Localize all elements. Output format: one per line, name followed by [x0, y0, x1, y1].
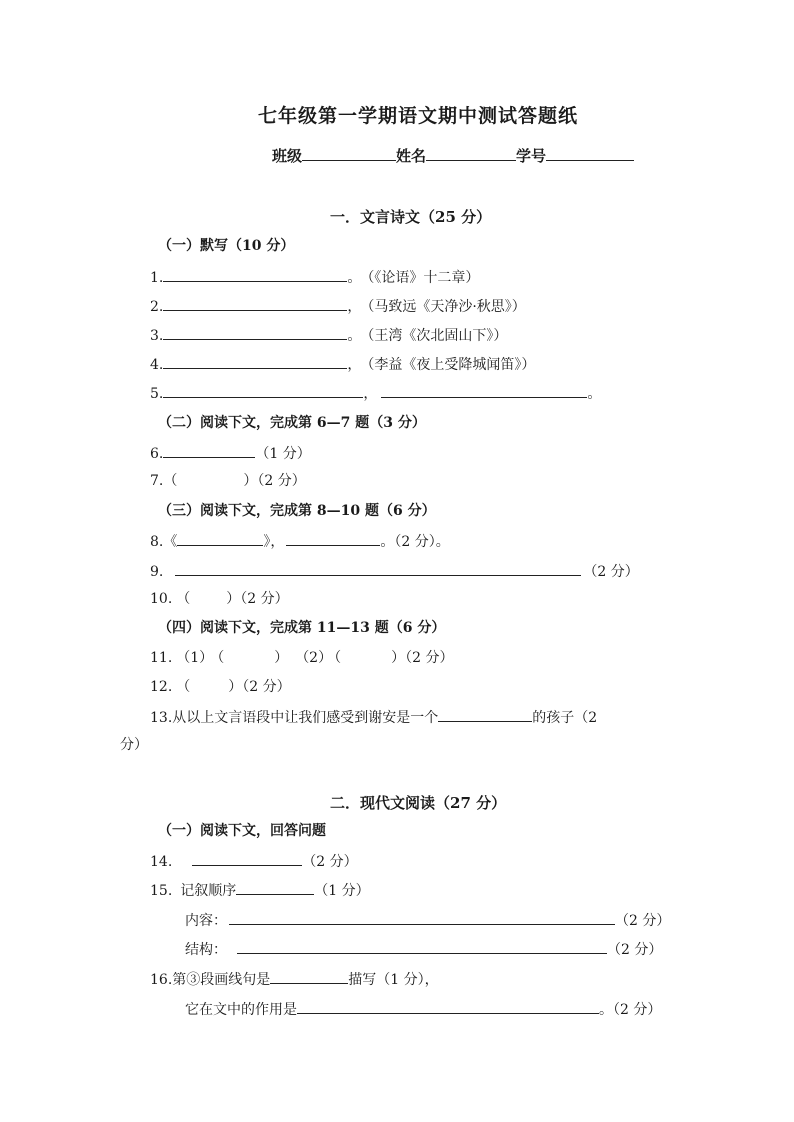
- q7-score: （2 分）: [257, 473, 306, 489]
- q5-blank-1[interactable]: [163, 382, 363, 398]
- part4-heading: （四）阅读下文，完成第 11—13 题（6 分）: [158, 620, 446, 636]
- q12-num: 12.: [150, 679, 173, 695]
- q11-part2: （2）: [302, 650, 333, 666]
- q4-row: [150, 353, 535, 375]
- q11-num: 11.: [150, 650, 173, 666]
- q16-num: 16.: [150, 972, 173, 988]
- q15-structure-score: （2 分）: [607, 942, 663, 958]
- q15-score: （1 分）: [314, 883, 370, 899]
- q5-mid: ，: [363, 386, 378, 402]
- q13-row: [150, 706, 597, 728]
- q10-open: （: [176, 591, 191, 607]
- q16-suffix: 描写（1 分），: [348, 972, 439, 988]
- q5-row: [150, 382, 601, 404]
- q3-num: 3.: [150, 328, 164, 344]
- q12-score: （2 分）: [242, 679, 291, 695]
- q15-blank[interactable]: [236, 879, 314, 895]
- name-label: 姓名: [396, 147, 427, 165]
- student-info-row: [272, 145, 634, 166]
- q16-blank-2[interactable]: [297, 998, 599, 1014]
- q11-open-2: （: [334, 650, 342, 666]
- q15-num: 15.: [150, 883, 173, 899]
- section2-heading: 二．现代文阅读（27 分）: [330, 794, 507, 812]
- id-blank[interactable]: [546, 145, 634, 161]
- q1-blank[interactable]: [163, 266, 347, 282]
- q1-note: （《论语》十二章）: [367, 270, 480, 286]
- q1-row: [150, 266, 479, 288]
- q7-num: 7.: [150, 473, 164, 489]
- q3-punct: 。: [347, 328, 362, 344]
- q15-row: [150, 879, 370, 901]
- q1-punct: 。: [347, 270, 362, 286]
- q15-structure-label: 结构：: [185, 942, 227, 958]
- part1-heading: （一）默写（10 分）: [158, 238, 295, 254]
- q7-row: [150, 471, 306, 491]
- q9-row: [150, 560, 639, 582]
- q3-note: （王湾《次北固山下》）: [367, 328, 508, 344]
- q16-row: [150, 968, 439, 990]
- q14-num: 14.: [150, 854, 173, 870]
- q8-close: 》，: [263, 534, 285, 550]
- q11-close-2: ）: [391, 650, 406, 666]
- q8-row: [150, 530, 450, 552]
- q8-blank-2[interactable]: [286, 530, 380, 546]
- q11-open-1: （: [217, 650, 225, 666]
- q11-row: [150, 648, 453, 668]
- q2-note: （马致远《天净沙·秋思》）: [367, 299, 526, 315]
- q15-content-row: [185, 909, 670, 931]
- q7-open: （: [163, 473, 178, 489]
- q12-close: ）: [228, 679, 243, 695]
- q2-blank[interactable]: [163, 295, 347, 311]
- q13-suffix: 的孩子（2: [532, 710, 598, 726]
- q10-score: （2 分）: [240, 591, 289, 607]
- q16-line2-row: [185, 998, 661, 1020]
- q3-row: [150, 324, 507, 346]
- q4-note: （李益《夜上受降城闻笛》）: [367, 357, 536, 373]
- q2-punct: ，: [347, 299, 362, 315]
- q16-line2-end: 。（2 分）: [599, 1002, 662, 1018]
- q8-end: 。（2 分）。: [380, 534, 450, 550]
- q4-num: 4.: [150, 357, 164, 373]
- q12-row: [150, 677, 291, 697]
- q13-blank[interactable]: [438, 706, 532, 722]
- q16-blank-1[interactable]: [270, 968, 348, 984]
- q6-blank[interactable]: [163, 442, 255, 458]
- q15-content-label: 内容：: [185, 913, 227, 929]
- q3-blank[interactable]: [163, 324, 347, 340]
- section2-part1-heading: （一）阅读下文，回答问题: [158, 823, 326, 839]
- section1-heading: 一．文言诗文（25 分）: [330, 208, 492, 226]
- q15-content-blank[interactable]: [229, 909, 615, 925]
- q4-punct: ，: [347, 357, 362, 373]
- q7-close: ）: [243, 473, 258, 489]
- q1-num: 1.: [150, 270, 164, 286]
- class-blank[interactable]: [302, 145, 396, 161]
- q5-blank-2[interactable]: [381, 382, 587, 398]
- q6-score: （1 分）: [255, 446, 311, 462]
- q14-row: [150, 850, 358, 872]
- q2-row: [150, 295, 526, 317]
- q15-content-score: （2 分）: [615, 913, 671, 929]
- q9-num: 9.: [150, 564, 164, 580]
- q8-open: 《: [163, 534, 178, 550]
- q10-num: 10.: [150, 591, 173, 607]
- q15-structure-blank[interactable]: [237, 938, 607, 954]
- q11-part1: （1）: [176, 650, 214, 666]
- q10-row: [150, 589, 289, 609]
- q16-prefix: 第③段画线句是: [172, 972, 271, 988]
- q11-close-1: ）: [274, 650, 289, 666]
- q12-open: （: [176, 679, 191, 695]
- q6-num: 6.: [150, 446, 164, 462]
- q6-row: [150, 442, 311, 464]
- q5-end: 。: [587, 386, 602, 402]
- id-label: 学号: [516, 147, 547, 165]
- q4-blank[interactable]: [163, 353, 347, 369]
- q2-num: 2.: [150, 299, 164, 315]
- part2-heading: （二）阅读下文，完成第 6—7 题（3 分）: [158, 415, 426, 431]
- q9-score: （2 分）: [583, 564, 639, 580]
- q14-blank[interactable]: [192, 850, 302, 866]
- q8-blank-1[interactable]: [177, 530, 263, 546]
- q5-num: 5.: [150, 386, 164, 402]
- q16-line2-label: 它在文中的作用是: [185, 1002, 297, 1018]
- q8-num: 8.: [150, 534, 164, 550]
- q11-score: （2 分）: [405, 650, 454, 666]
- q14-score: （2 分）: [302, 854, 358, 870]
- page-title: 七年级第一学期语文期中测试答题纸: [258, 105, 579, 127]
- q13-wrap: 分）: [120, 737, 148, 753]
- q13-prefix: 13.从以上文言语段中让我们感受到谢安是一个: [150, 710, 439, 726]
- q15-label: 记叙顺序: [180, 883, 237, 899]
- q9-blank[interactable]: [175, 560, 581, 576]
- q15-structure-row: [185, 938, 662, 960]
- class-label: 班级: [272, 147, 303, 165]
- part3-heading: （三）阅读下文，完成第 8—10 题（6 分）: [158, 503, 436, 519]
- q10-close: ）: [226, 591, 241, 607]
- name-blank[interactable]: [426, 145, 516, 161]
